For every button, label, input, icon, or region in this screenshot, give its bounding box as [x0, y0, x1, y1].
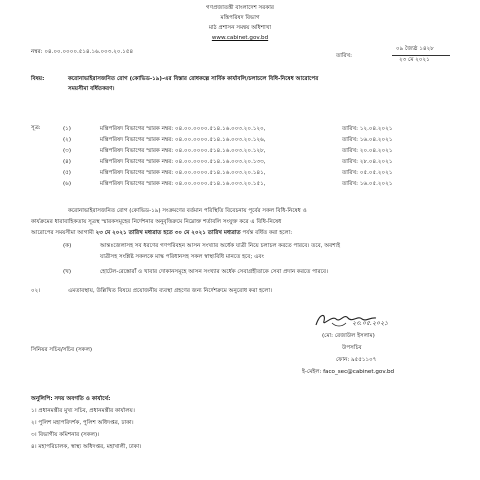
- signatory-phone: ফোন: ৯৫৫১১০৭: [336, 357, 377, 363]
- date-label: তারিখ:: [336, 53, 353, 59]
- paragraph-2-text: এমতাবস্থায়, উল্লিখিত বিষয়ে প্রয়োজনীয় ব্যবস্থা গ্রহণের জন্য নির্দেশক্রমে অনুরোধ করা হলো।: [68, 288, 273, 294]
- body-paragraph-1-line-2: কার্যক্রমের ধারাবাহিকতায় সূত্রস্থ স্মারকসমূহের নির্দেশনার অনুবৃত্তিক্রমে নিম্নোক্ত শর্তাবলি সংযুক্ত করে এ বিধি-নিষেধ: [31, 219, 282, 225]
- subject-line-1: করোনাভাইরাসজনিত রোগ (কোভিড-১৯)-এর বিস্তার রোধকল্পে সার্বিক কার্যাবলি/চলাচলে বিধি-নিষেধ আরোপের: [68, 76, 319, 82]
- subject-line-2: সময়সীমা বর্ধিতকরণ।: [68, 86, 115, 92]
- reference-text: মন্ত্রিপরিষদ বিভাগের স্মারক নম্বর: ০৪.০০.০০০০.৫১৪.১৬.০০৩.২০.১২৮,: [100, 148, 266, 154]
- letterhead-wing: মাঠ প্রশাসন সমন্বয় অধিশাখা: [208, 25, 272, 31]
- copy-to-heading: অনুলিপি: সদয় অবগতি ও কার্যার্থে:: [31, 396, 111, 402]
- reference-number: (৪): [63, 159, 71, 165]
- condition-b-line-1: হোটেল-রেস্তোরাঁ ও খাবার দোকানসমূহে আসন সংখ্যার অর্ধেক সেবাগ্রহীতাকে সেবা প্রদান করতে পারবে।: [100, 269, 329, 275]
- date-divider: [392, 55, 450, 56]
- reference-date: তারিখ: ০৫.০৫.২০২১: [342, 170, 393, 176]
- date-gregorian: ২৩ মে ২০২১: [399, 57, 430, 63]
- reference-date: তারিখ: ২৮.০৪.২০২১: [342, 159, 393, 165]
- reference-text: মন্ত্রিপরিষদ বিভাগের স্মারক নম্বর: ০৪.০০.০০০০.৫১৪.১৬.০০৩.২০.১২০,: [100, 126, 266, 132]
- reference-number: (২): [63, 137, 72, 143]
- extension-period: ২৩ মে ২০২১ তারিখ মধ্যরাত হতে ৩০ মে ২০২১ তারিখ মধ্যরাত: [95, 230, 241, 236]
- reference-number: (১): [63, 126, 71, 132]
- reference-number: (৬): [63, 181, 72, 187]
- copy-to-item: ১। প্রধানমন্ত্রীর মুখ্য সচিব, প্রধানমন্ত্রীর কার্যালয়।: [31, 408, 135, 414]
- copy-to-item: ২। পুলিশ মহাপরিদর্শক, পুলিশ অধিদপ্তর, ঢাকা।: [31, 420, 134, 426]
- letterhead-government: গণপ্রজাতন্ত্রী বাংলাদেশ সরকার: [206, 5, 274, 11]
- body-paragraph-1-line-3: [31, 230, 292, 237]
- email-label: ই-মেইল:: [302, 369, 322, 375]
- reference-text: মন্ত্রিপরিষদ বিভাগের স্মারক নম্বর: ০৪.০০.০০০০.৫১৪.১৬.০০৩.২০.১২৬,: [100, 137, 266, 143]
- reference-date: তারিখ: ১২.০৪.২০২১: [342, 126, 393, 132]
- handwritten-date: ২৩.০৫.২০২১: [352, 320, 389, 327]
- date-bengali-calendar: ০৯ জ্যৈষ্ঠ ১৪২৮: [396, 46, 434, 52]
- body-text: আরোপের সময়সীমা আগামী: [31, 230, 96, 236]
- body-paragraph-1-line-1: করোনাভাইরাসজনিত রোগ (কোভিড-১৯) সংক্রমণের বর্তমান পরিস্থিতি বিবেচনায় পূর্বের সকল বিধি-নিষেধ ও: [68, 208, 307, 214]
- signatory-name: (মো: রেজাউল ইসলাম): [322, 333, 375, 339]
- copy-to-item: ৪। মহাপরিচালক, স্বাস্থ্য অধিদপ্তর, মহাখালী, ঢাকা।: [31, 444, 142, 450]
- reference-date: তারিখ: ২০.০৪.২০২১: [342, 148, 393, 154]
- reference-number: (৩): [63, 148, 72, 154]
- subject-label: বিষয়:: [31, 76, 45, 82]
- condition-a-line-1: আন্তঃজেলাসহ সব ধরণের গণপরিবহন আসন সংখ্যার অর্ধেক যাত্রী নিয়ে চলাচল করতে পারবে। তবে, অবশ্যই: [100, 243, 341, 249]
- signatory-designation: উপসচিব: [342, 345, 362, 351]
- memo-number: নম্বর: ০৪.০০.০০০০.৫১৪.১৬.০০৩.২০.১৫৪: [31, 49, 134, 55]
- signatory-email-row: [302, 369, 394, 376]
- reference-number: (৫): [63, 170, 71, 176]
- reference-date: তারিখ: ১৬.০৫.২০২১: [342, 181, 393, 187]
- condition-a-line-2: যাত্রীসহ সংশ্লিষ্ট সকলকে মাস্ক পরিধানসহ সকল স্বাস্থ্যবিধি মানতে হবে; এবং: [100, 254, 264, 260]
- condition-a-label: (ক): [63, 243, 72, 249]
- letterhead-division: মন্ত্রিপরিষদ বিভাগ: [220, 15, 260, 21]
- reference-text: মন্ত্রিপরিষদ বিভাগের স্মারক নম্বর: ০৪.০০.০০০০.৫১৪.১৬.০০৩.২০.১৩৩,: [100, 159, 266, 165]
- paragraph-2-number: ০২।: [31, 288, 41, 294]
- website-link[interactable]: www.cabinet.gov.bd: [211, 35, 269, 41]
- recipient: সিনিয়র সচিব/সচিব (সকল): [31, 347, 93, 353]
- email-link[interactable]: faco_sec@cabinet.gov.bd: [323, 369, 395, 375]
- reference-text: মন্ত্রিপরিষদ বিভাগের স্মারক নম্বর: ০৪.০০.০০০০.৫১৪.১৬.০০৩.২০.১৪১,: [100, 170, 266, 176]
- copy-to-item: ৩। বিভাগীয় কমিশনার (সকল)।: [31, 432, 100, 438]
- body-text: পর্যন্ত বর্ধিত করা হলো:: [240, 230, 293, 236]
- condition-b-label: (খ): [63, 269, 72, 275]
- reference-text: মন্ত্রিপরিষদ বিভাগের স্মারক নম্বর: ০৪.০০.০০০০.৫১৪.১৬.০০৩.২০.১৫১,: [100, 181, 266, 187]
- reference-date: তারিখ: ১৬.০৪.২০২১: [342, 137, 393, 143]
- references-label: সূত্র:: [31, 125, 41, 131]
